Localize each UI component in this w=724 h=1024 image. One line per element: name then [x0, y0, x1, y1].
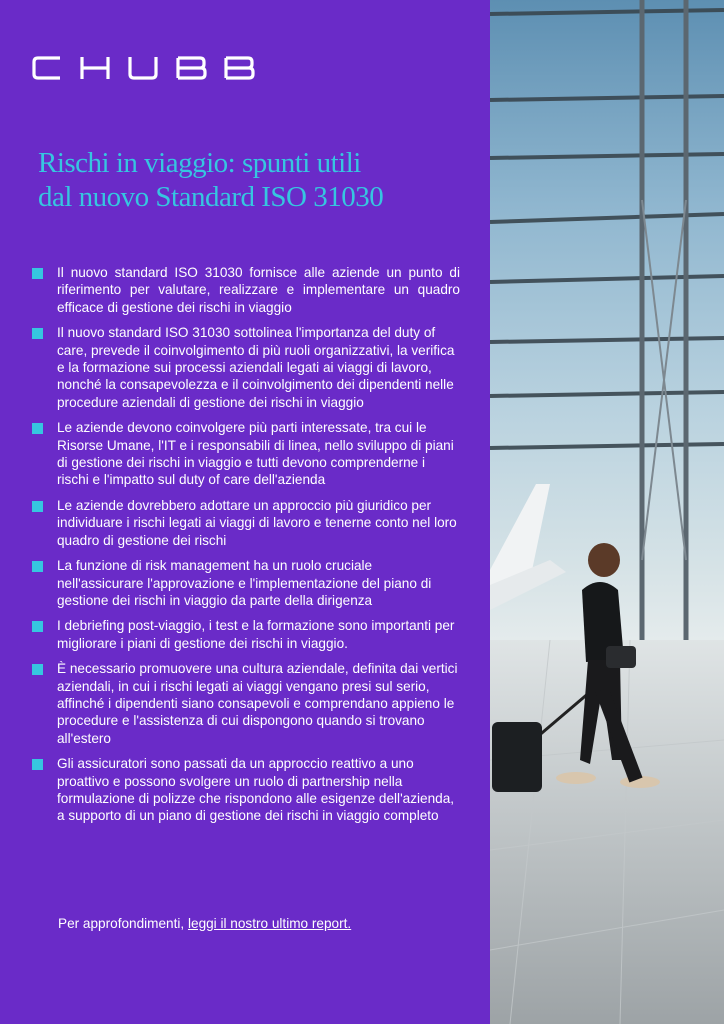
title-line-1: Rischi in viaggio: spunti utili [38, 147, 361, 179]
bullet-square-icon [32, 501, 43, 512]
chubb-logo-mark [32, 56, 268, 80]
footer-cta [58, 915, 351, 933]
list-item-text: Gli assicuratori sono passati da un approccio reattivo a uno proattivo e possono svolgere un ruolo di partnership nella formulazione di polizze che rispondono alle esigenze dell'azienda, a supporto di un piano di gestione dei rischi in viaggio completo [57, 756, 455, 824]
list-item [32, 324, 460, 411]
page-title [38, 146, 468, 214]
list-item [32, 660, 460, 747]
footer-prefix: Per approfondimenti, [58, 916, 188, 931]
list-item-text: Le aziende dovrebbero adottare un approccio più giuridico per individuare i rischi legati ai viaggi di lavoro e tenerne conto nel loro quadro di gestione dei rischi [57, 497, 457, 548]
list-item [32, 617, 460, 652]
airport-scene-illustration [490, 0, 724, 1024]
list-item [32, 419, 460, 489]
list-item [32, 497, 460, 549]
list-item-text: Le aziende devono coinvolgere più parti interessate, tra cui le Risorse Umane, l'IT e i responsabili di linea, nello sviluppo di piani di gestione dei rischi in viaggio e tutti devono comprenderne i rischi e l'impatto sul duty of care dell'azienda [57, 420, 454, 488]
bullet-square-icon [32, 561, 43, 572]
bullet-square-icon [32, 664, 43, 675]
list-item-text: Il nuovo standard ISO 31030 sottolinea l'importanza del duty of care, prevede il coinvolgimento di più ruoli organizzativi, la verifica e la formazione sui processi aziendali legati ai viaggi di lavoro, nonché la consapevolezza e il coinvolgimento dei dipendenti nelle procedure aziendali di gestione dei rischi in viaggio [57, 325, 455, 410]
bullet-square-icon [32, 328, 43, 339]
list-item-text: È necessario promuovere una cultura aziendale, definita dai vertici aziendali, in cui i rischi legati ai viaggi vengano presi sul serio, affinché i dipendenti siano consapevoli e comprendano appieno le procedure e l'assistenza di cui dispongono quando si trovano all'estero [57, 661, 458, 746]
list-item [32, 264, 460, 316]
title-line-2: dal nuovo Standard ISO 31030 [38, 181, 384, 213]
list-item [32, 557, 460, 609]
bullet-square-icon [32, 423, 43, 434]
bullet-square-icon [32, 621, 43, 632]
report-link[interactable]: leggi il nostro ultimo report. [187, 916, 352, 931]
airport-traveler-photo [490, 0, 724, 1024]
list-item-text: Il nuovo standard ISO 31030 fornisce alle aziende un punto di riferimento per valutare, realizzare e implementare un quadro efficace di gestione dei rischi in viaggio [57, 265, 460, 315]
list-item-text: La funzione di risk management ha un ruolo cruciale nell'assicurare l'approvazione e l'implementazione del piano di gestione dei rischi in viaggio da parte della dirigenza [57, 558, 432, 608]
bullet-square-icon [32, 268, 43, 279]
key-points-list [32, 264, 460, 833]
list-item [32, 755, 460, 825]
list-item-text: I debriefing post-viaggio, i test e la formazione sono importanti per migliorare i piani di gestione dei rischi in viaggio. [57, 618, 455, 651]
chubb-logo [32, 56, 268, 80]
bullet-square-icon [32, 759, 43, 770]
